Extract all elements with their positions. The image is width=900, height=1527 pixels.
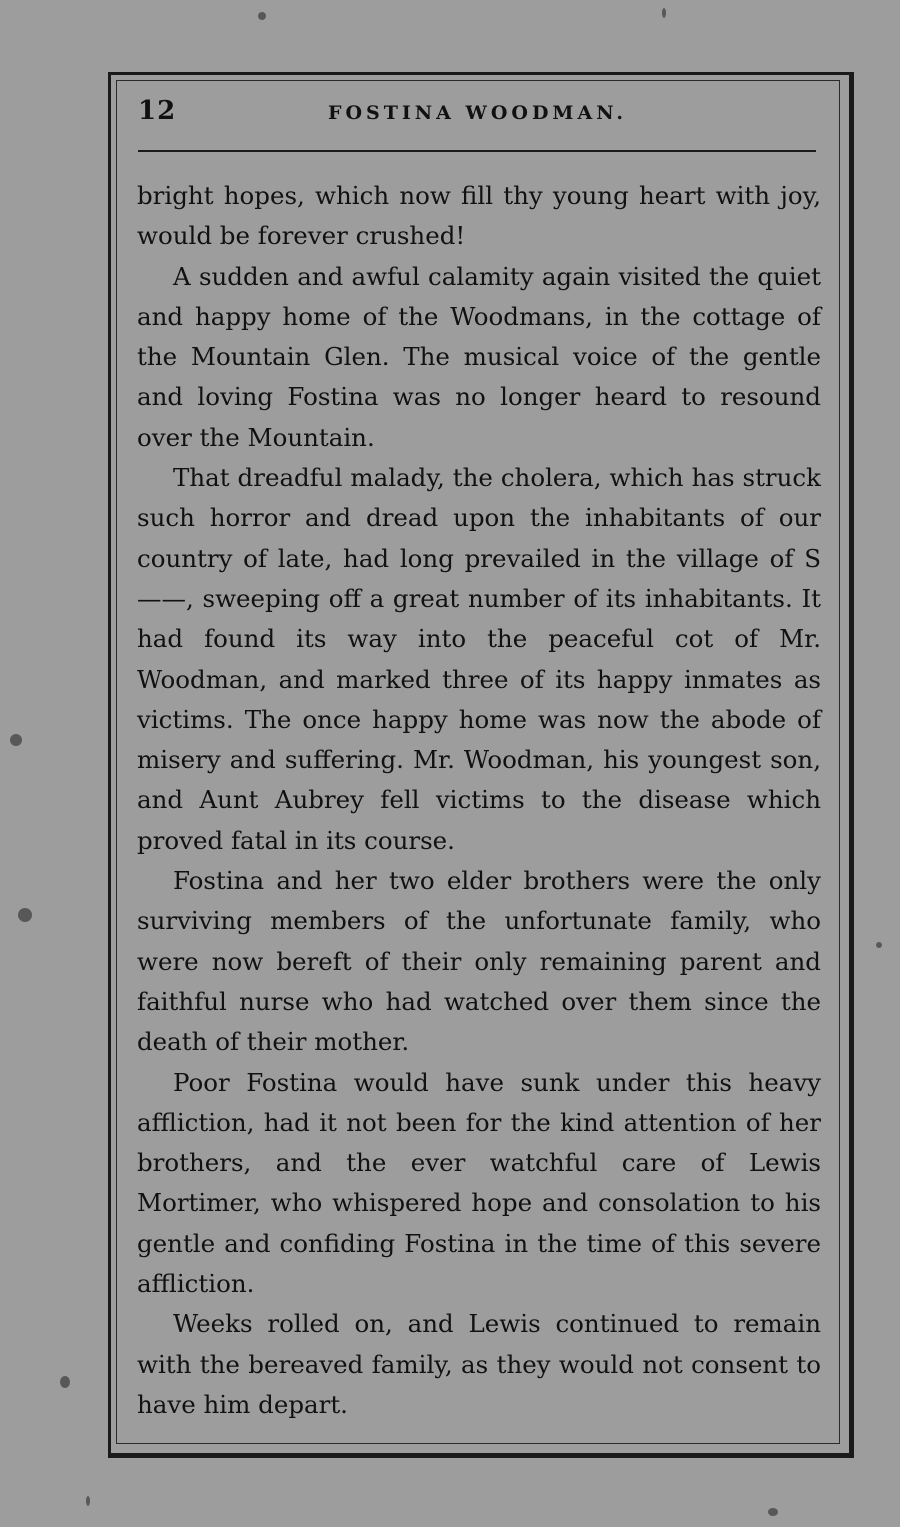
page-number: 12 xyxy=(138,96,177,126)
paragraph-continued: bright hopes, which now fill thy young heart with joy, would be forever crushed! xyxy=(137,181,821,251)
paragraph: A sudden and awful calamity again visited the quiet and happy home of the Woodmans, in the cottage of the Mountain Glen. The musical voice of the gentle and loving Fostina was no longer heard to resound over the Mountain. xyxy=(137,261,821,452)
scan-speck xyxy=(258,12,266,20)
paragraph: Poor Fostina would have sunk under this heavy affliction, had it not been for the kind attention of her brothers, and the ever watchful care of Lewis Mortimer, who whispered hope and consolation to his gentle and confiding Fostina in the time of this severe affliction. xyxy=(137,1067,821,1299)
page-header xyxy=(138,96,818,132)
scan-speck xyxy=(60,1376,70,1388)
paragraph: That dreadful malady, the cholera, which has struck such horror and dread upon the inhabitants of our country of late, had long prevailed in the village of S——, sweeping off a great number of its inhabitants. It had found its way into the peaceful cot of Mr. Woodman, and marked three of its happy inmates as victims. The once happy home was now the abode of misery and suffering. Mr. Woodman, his youngest son, and Aunt Aubrey fell victims to the disease which proved fatal in its course. xyxy=(137,463,821,855)
scan-speck xyxy=(18,908,32,922)
header-rule xyxy=(138,150,816,152)
scan-speck xyxy=(768,1508,778,1516)
paragraph: Fostina and her two elder brothers were the only surviving members of the unfortunate family, who were now bereft of their only remaining parent and faithful nurse who had watched over them since the death of their mother. xyxy=(137,866,821,1057)
scan-speck xyxy=(662,8,666,18)
body-text xyxy=(137,176,821,1425)
scan-speck xyxy=(86,1496,90,1506)
running-title: FOSTINA WOODMAN. xyxy=(328,102,627,124)
scan-speck xyxy=(876,942,882,948)
paragraph: Weeks rolled on, and Lewis continued to remain with the bereaved family, as they would not consent to have him depart. xyxy=(137,1309,821,1419)
scan-speck xyxy=(10,734,22,746)
